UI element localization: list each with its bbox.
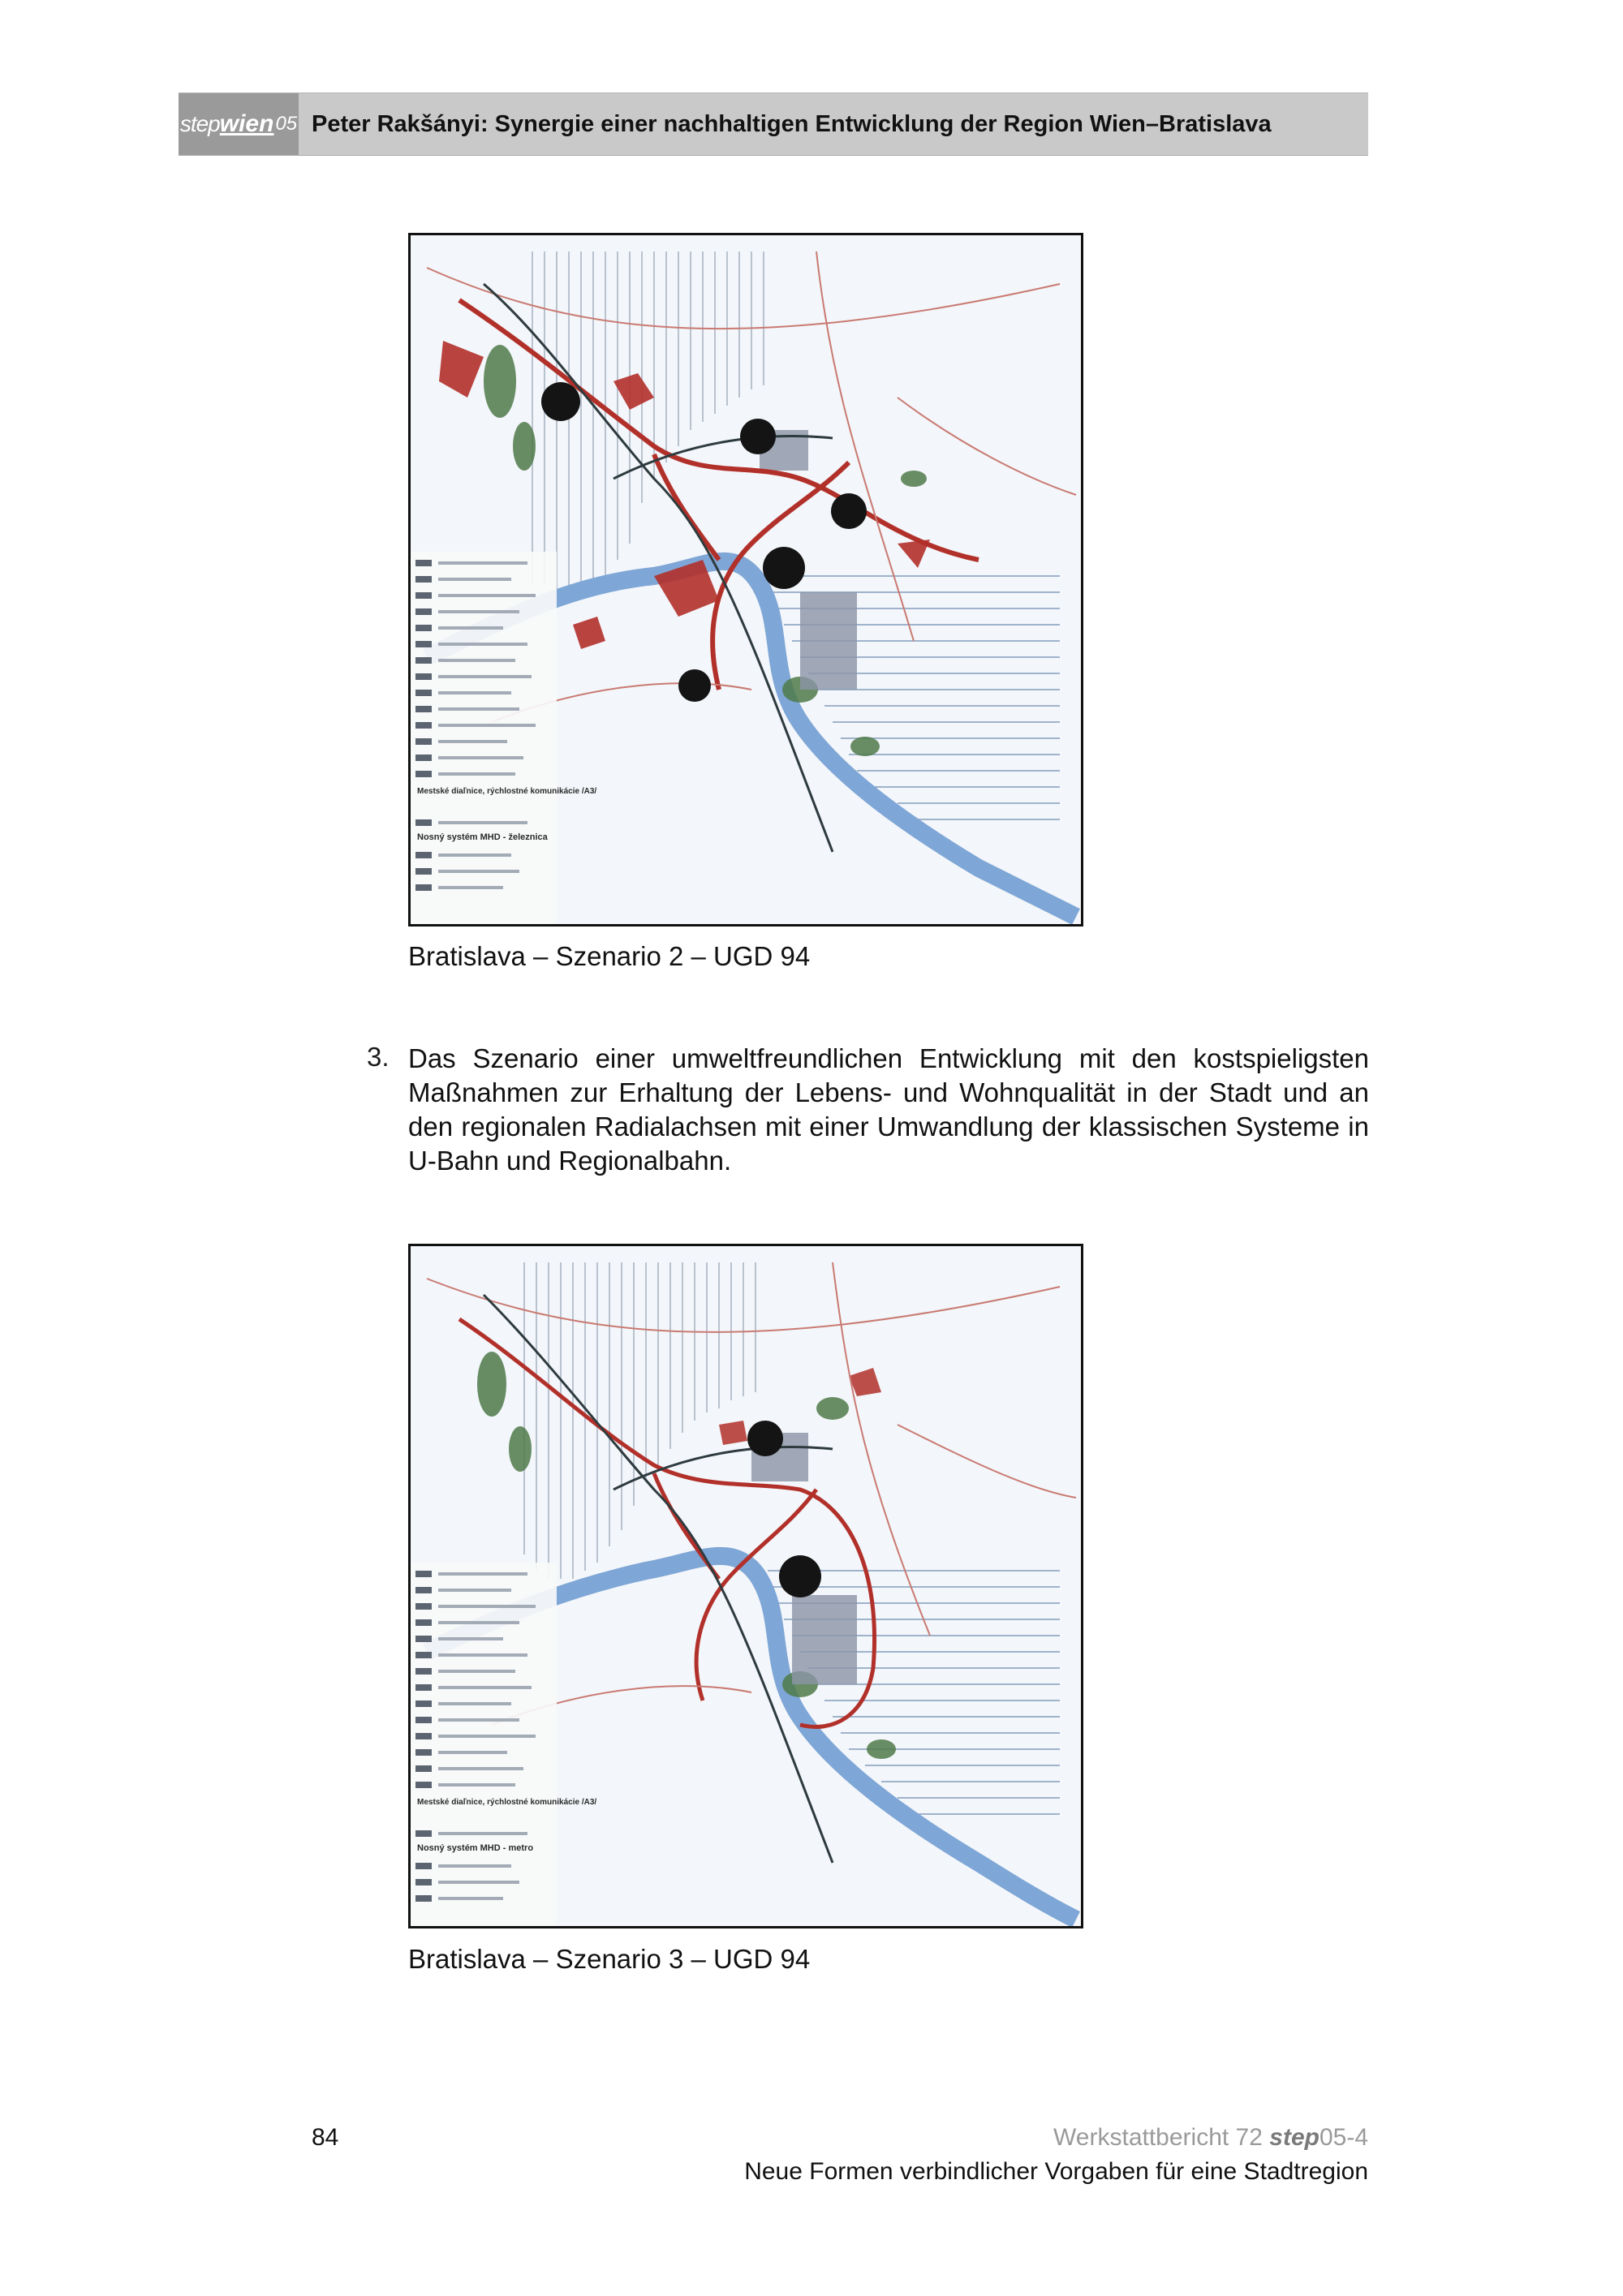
logo-year-text: 05 <box>275 113 298 135</box>
footer-edition: 05-4 <box>1319 2124 1368 2151</box>
map-2-legend-heading-1: Mestské diaľnice, rýchlostné komunikácie /A3/ <box>417 1798 597 1807</box>
step-wien-logo <box>179 93 299 155</box>
logo-wien-text: wien <box>219 110 274 137</box>
list-number: 3. <box>367 1042 390 1072</box>
map-figure-2 <box>408 1244 1083 1928</box>
figure-1-caption: Bratislava – Szenario 2 – UGD 94 <box>408 941 811 971</box>
page-number: 84 <box>312 2124 339 2151</box>
header-title: Peter Rakšányi: Synergie einer nachhaltigen Entwicklung der Region Wien–Bratislava <box>312 111 1272 137</box>
map-2-image <box>411 1246 1081 1926</box>
figure-2-caption: Bratislava – Szenario 3 – UGD 94 <box>408 1944 811 1974</box>
footer-report-line <box>1053 2124 1368 2152</box>
list-text: Das Szenario einer umweltfreundlichen Entwicklung mit den kostspieligsten Maßnahmen zur Erhaltung der Lebens- und Wohnqualität in der Stadt und an den regionalen Radialachsen mit einer Umwandlung der klassischen Systeme in U-Bahn und Regionalbahn. <box>408 1043 1369 1176</box>
map-1-legend-heading-2: Nosný systém MHD - železnica <box>417 832 548 842</box>
map-1-image <box>411 235 1081 924</box>
logo-step-text: step <box>179 111 220 136</box>
map-figure-1 <box>408 233 1083 927</box>
footer-report: Werkstattbericht 72 <box>1053 2124 1263 2151</box>
footer-brand: step <box>1269 2124 1319 2151</box>
header-bar <box>179 92 1368 156</box>
map-1-legend-heading-1: Mestské diaľnice, rýchlostné komunikácie /A3/ <box>417 787 597 796</box>
footer-subtitle: Neue Formen verbindlicher Vorgaben für eine Stadtregion <box>744 2158 1368 2185</box>
map-2-legend-heading-2: Nosný systém MHD - metro <box>417 1843 534 1853</box>
